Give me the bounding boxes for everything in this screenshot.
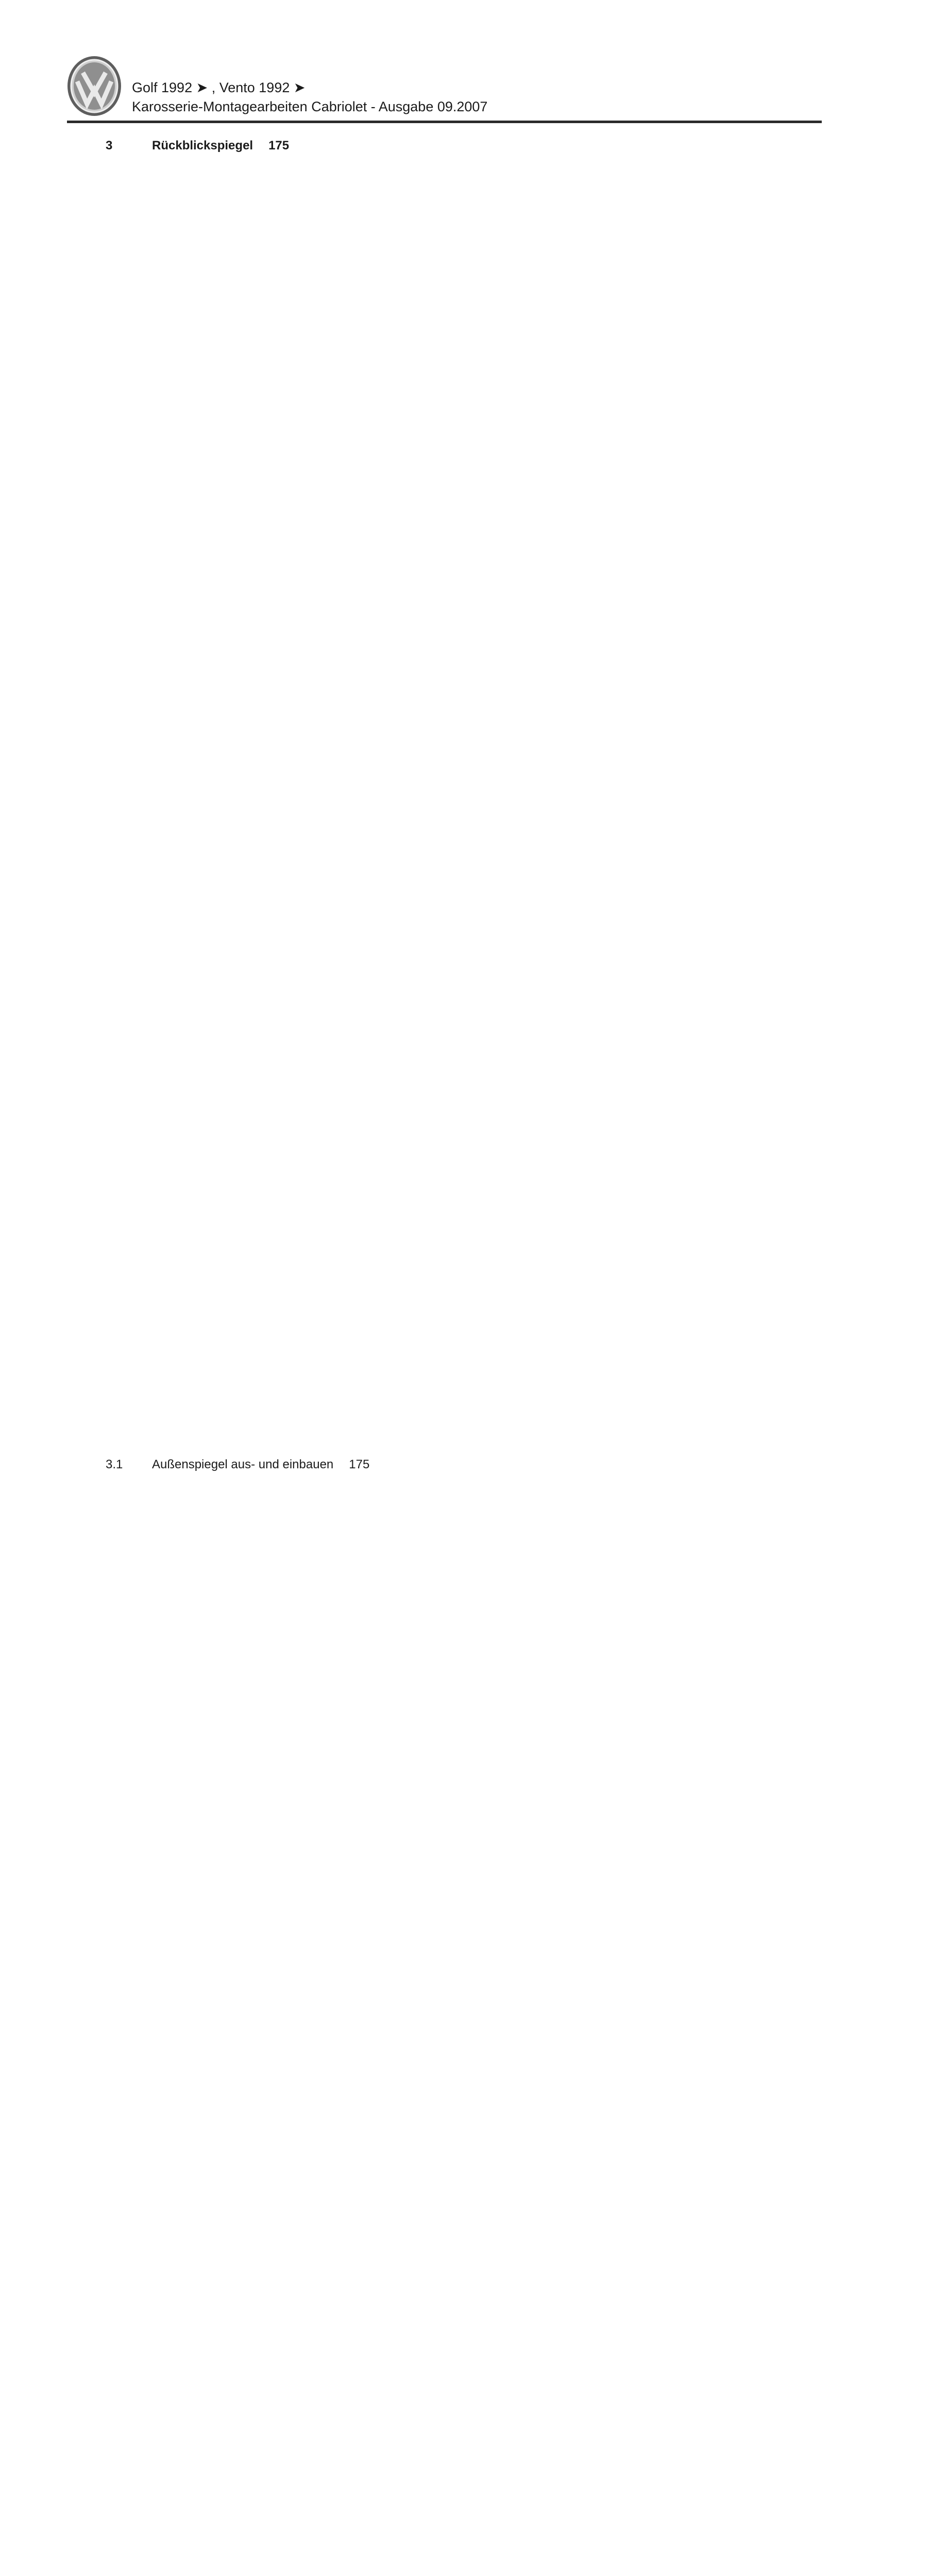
- header-model-line: Golf 1992 ➤ , Vento 1992 ➤: [132, 80, 306, 95]
- entry-title: Außenspiegel aus- und einbauen: [152, 1458, 334, 1471]
- entry-number: 3: [106, 139, 113, 152]
- toc: [67, 137, 822, 2576]
- header-subtitle: Karosserie-Montagearbeiten Cabriolet - Ausgabe 09.2007: [132, 99, 488, 114]
- vw-logo-icon: [67, 56, 122, 116]
- entry-number: 3.1: [106, 1458, 123, 1471]
- entry-title: Rückblickspiegel: [152, 139, 253, 152]
- header-rule: [67, 121, 822, 123]
- entry-page-number: 175: [349, 1458, 370, 1471]
- toc-entry: [67, 1455, 822, 2576]
- document-header: [67, 0, 822, 116]
- toc-section: [67, 137, 822, 2576]
- entry-page-number: 175: [268, 139, 290, 152]
- toc-entry: [67, 137, 822, 1455]
- header-text-block: [132, 78, 487, 116]
